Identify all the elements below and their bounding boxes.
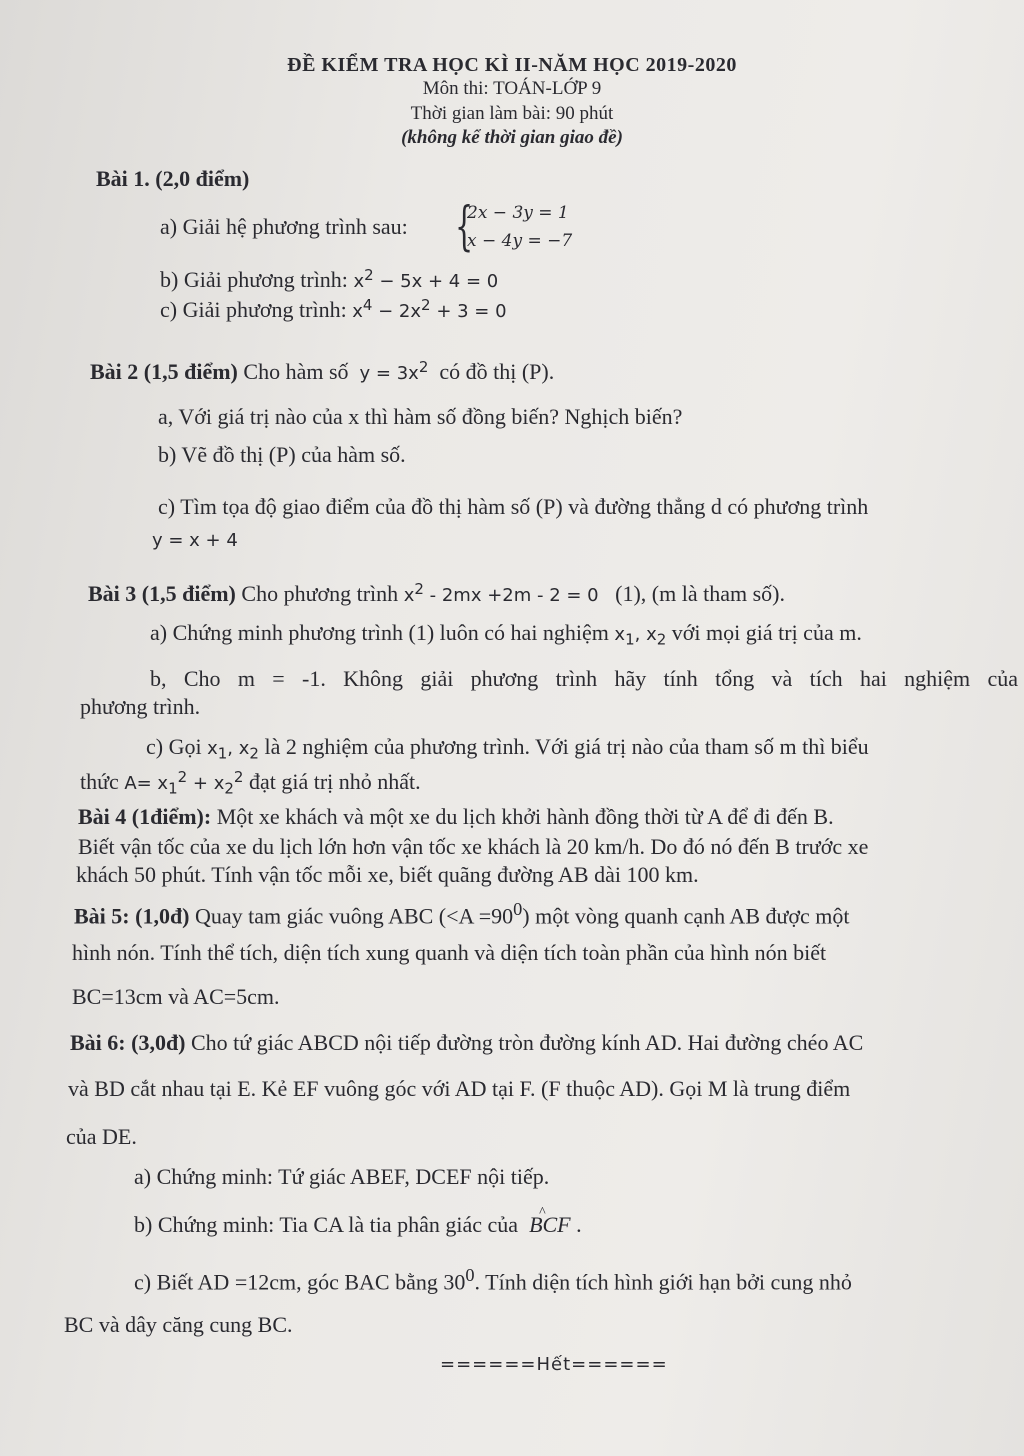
bai6-c-line2: BC và dây căng cung BC. xyxy=(64,1312,293,1337)
bai1-eq1: 2x − 3y = 1 xyxy=(467,203,569,223)
bai2-c-eq: y = x + 4 xyxy=(152,530,238,551)
bai5-line1: Bài 5: (1,0đ) Quay tam giác vuông ABC $(<A =90^0)$ một vòng quanh cạnh AB được một xyxy=(74,899,850,929)
bai3-c-line1: c) Gọi $x_1$, $x_2$ là 2 nghiệm của phương trình. Với giá trị nào của tham số m thì biểu xyxy=(146,734,869,763)
bai2-b: b) Vẽ đồ thị (P) của hàm số. xyxy=(158,442,406,467)
end-marker: ======Hết====== xyxy=(440,1354,668,1375)
angle-bcf: BCF ^ xyxy=(529,1212,571,1238)
bai3-intro: Bài 3 (1,5 điểm) Cho phương trình $x^2 - 2mx +2m - 2 = 0$ (1), (m là tham số). xyxy=(88,580,785,606)
bai4-line1: Bài 4 (1điểm): Một xe khách và một xe du lịch khởi hành đồng thời từ A để đi đến B. xyxy=(78,804,834,829)
exam-subject: Môn thi: TOÁN-LỚP 9 xyxy=(422,78,602,99)
brace-icon: { xyxy=(455,197,474,257)
bai1-a-text: a) Giải hệ phương trình sau: xyxy=(160,214,408,239)
bai1-label: Bài 1. (2,0 điểm) xyxy=(96,166,250,191)
bai6-b: b) Chứng minh: Tia CA là tia phân giác của BCF ^ . xyxy=(134,1212,582,1238)
bai4-line2: Biết vận tốc của xe du lịch lớn hơn vận tốc xe khách là 20 km/h. Do đó nó đến B trước xe xyxy=(78,834,869,859)
bai1-eq2: x − 4y = −7 xyxy=(467,231,573,251)
bai6-line1: Bài 6: (3,0đ) Cho tứ giác ABCD nội tiếp đường tròn đường kính AD. Hai đường chéo AC xyxy=(70,1030,864,1055)
bai6-line2: và BD cắt nhau tại E. Kẻ EF vuông góc với AD tại F. (F thuộc AD). Gọi M là trung điểm xyxy=(68,1076,851,1101)
bai3-a: a) Chứng minh phương trình (1) luôn có hai nghiệm $x_1$, $x_2$ với mọi giá trị của m. xyxy=(150,620,862,649)
bai2-a: a, Với giá trị nào của x thì hàm số đồng biến? Nghịch biến? xyxy=(158,404,683,429)
exam-note: (không kể thời gian giao đề) xyxy=(401,127,623,148)
bai5-line2: hình nón. Tính thể tích, diện tích xung quanh và diện tích toàn phần của hình nón biết xyxy=(72,940,827,965)
exam-title: ĐỀ KIỂM TRA HỌC KÌ II-NĂM HỌC 2019-2020 xyxy=(287,54,737,76)
bai5-line3: BC=13cm và AC=5cm. xyxy=(72,984,280,1009)
bai3-b-line2: phương trình. xyxy=(80,694,201,719)
bai1-c: c) Giải phương trình: $x^4 - 2x^2 + 3 = 0$ xyxy=(160,296,507,322)
bai4-line3: khách 50 phút. Tính vận tốc mỗi xe, biết quãng đường AB dài 100 km. xyxy=(76,862,699,887)
bai1-b: b) Giải phương trình: $x^2 - 5x + 4 = 0$ xyxy=(160,266,499,292)
bai6-a: a) Chứng minh: Tứ giác ABEF, DCEF nội tiếp. xyxy=(134,1164,550,1189)
bai2-c: c) Tìm tọa độ giao điểm của đồ thị hàm số (P) và đường thẳng d có phương trình xyxy=(158,494,869,519)
bai3-b-line1: b, Cho m = -1. Không giải phương trình hãy tính tổng và tích hai nghiệm của xyxy=(150,666,1018,691)
bai2-intro: Bài 2 (1,5 điểm) Cho hàm số $y = 3x^2$ có đồ thị (P). xyxy=(90,358,555,384)
bai6-c: c) Biết AD =12cm, góc BAC bằng $30^0$. Tính diện tích hình giới hạn bởi cung nhỏ xyxy=(134,1265,852,1295)
bai3-c-line2: thức $A= x_1^2 + x_2^2$ đạt giá trị nhỏ nhất. xyxy=(80,768,421,798)
bai6-line3: của DE. xyxy=(66,1124,137,1149)
exam-time: Thời gian làm bài: 90 phút xyxy=(410,103,614,124)
